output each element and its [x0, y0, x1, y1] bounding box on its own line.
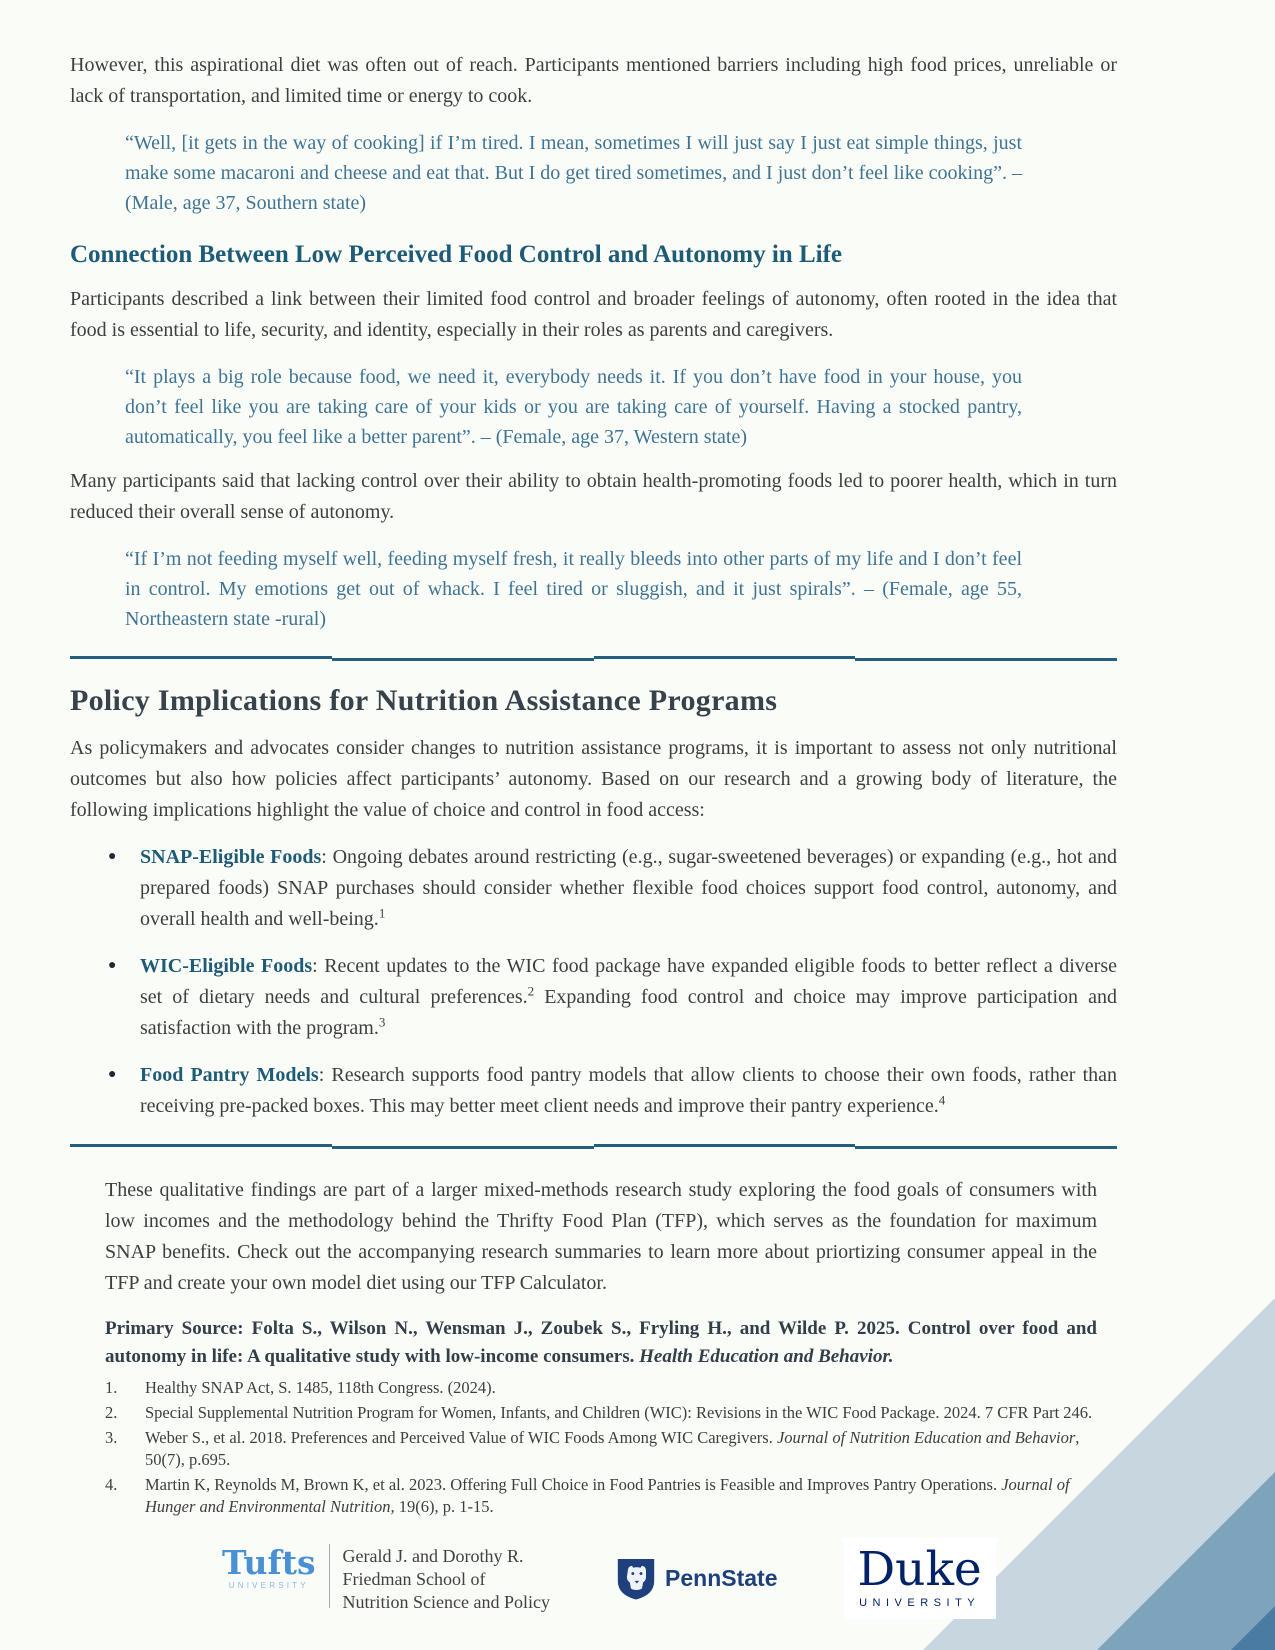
duke-wordmark: Duke — [857, 1542, 982, 1597]
section-divider-top — [70, 656, 1117, 661]
closing-note: These qualitative findings are part of a larger mixed-methods research study exploring the food goals of consumers with low incomes and the methodology behind the Thrifty Food Plan (TFP), which serves as the foundation for maximum SNAP benefits. Check out the accompanying research summaries to learn more about priortizing consumer appeal in the TFP and create your own model diet using our TFP Calculator. — [105, 1179, 1097, 1294]
duke-logo — [844, 1538, 996, 1619]
policy-bullet-list — [70, 842, 1117, 1122]
footnote-ref: 2 — [527, 983, 535, 999]
footnote-text: Special Supplemental Nutrition Program for Women, Infants, and Children (WIC): Revisions in the WIC Food Package. 2024. 7 CFR Part 246. — [145, 1403, 1093, 1422]
footnote-item — [105, 1377, 1097, 1399]
quote-block-feeding: “If I’m not feeding myself well, feeding myself fresh, it really bleeds into other parts of my life and I don’t feel in control. My emotions get out of whack. I feel tired or sluggish, and it just spirals”. – (Female, age 55, Northeastern state -rural) — [125, 548, 1022, 630]
quote-block-cooking: “Well, [it gets in the way of cooking] if I’m tired. I mean, sometimes I will just say I just eat simple things, just make some macaroni and cheese and eat that. But I do get tired sometimes, and I just don’t feel like cooking”. – (Male, age 37, Southern state) — [125, 132, 1022, 214]
section-heading-policy: Policy Implications for Nutrition Assistance Programs — [70, 684, 778, 717]
bullet-icon: ● — [108, 849, 117, 864]
footnote-number: 2. — [105, 1403, 118, 1422]
bullet-item-wic — [70, 951, 1117, 1044]
quote-block-bigrole: “It plays a big role because food, we need it, everybody needs it. If you don’t have food in your house, you don’t feel like you are taking care of your kids or you are taking care of yourself. Having a stocked pantry, automatically, you feel like a better parent”. – (Female, age 37, Western state) — [125, 366, 1022, 448]
bullet-icon: ● — [108, 958, 117, 973]
bullet-term: Food Pantry Models — [140, 1064, 319, 1086]
bullet-term: WIC-Eligible Foods — [140, 955, 313, 977]
footnote-list — [105, 1377, 1097, 1518]
section-divider-bottom — [70, 1144, 1117, 1149]
closing-block — [105, 1175, 1097, 1518]
footnote-text: Martin K, Reynolds M, Brown K, et al. 2023. Offering Full Choice in Food Pantries is Feasible and Improves Pantry Operations. Journal of Hunger and Environmental Nutrition, 19(6), p. 1-15. — [145, 1475, 1070, 1516]
footnote-text: Weber S., et al. 2018. Preferences and Perceived Value of WIC Foods Among WIC Caregivers. Journal of Nutrition Education and Behavior, 50(7), p.695. — [145, 1428, 1080, 1469]
bullet-item-snap — [70, 842, 1117, 935]
tufts-divider — [329, 1544, 330, 1608]
bullet-text: : Recent updates to the WIC food package have expanded eligible foods to better reflect a diverse set of dietary needs and cultural preferences. — [140, 955, 1117, 1008]
bullet-text: Expanding food control and choice may improve participation and satisfaction with the program. — [140, 986, 1117, 1039]
tufts-wordmark: Tufts UNIVERSITY — [222, 1542, 316, 1590]
primary-source-journal: Health Education and Behavior. — [639, 1346, 894, 1367]
primary-source — [105, 1315, 1097, 1371]
logos-row — [222, 1538, 996, 1619]
bullet-term: SNAP-Eligible Foods — [140, 846, 322, 868]
intro-paragraph: However, this aspirational diet was often out of reach. Participants mentioned barriers including high food prices, unreliable or lack of transportation, and limited time or energy to cook. — [70, 54, 1117, 107]
bullet-icon: ● — [108, 1067, 117, 1082]
tufts-school-name: Gerald J. and Dorothy R. Friedman School of Nutrition Science and Policy — [342, 1545, 551, 1612]
footnote-item — [105, 1402, 1097, 1424]
subsection-heading-connection: Connection Between Low Perceived Food Control and Autonomy in Life — [70, 241, 842, 268]
pennstate-logo — [616, 1557, 777, 1601]
footnote-ref: 3 — [378, 1014, 386, 1030]
bullet-text: : Ongoing debates around restricting (e.g., sugar-sweetened beverages) or expanding (e.g., hot and prepared foods) SNAP purchases should consider whether flexible food choices support food control, autonomy, and overall health and well-being. — [140, 846, 1118, 930]
footnote-item — [105, 1427, 1097, 1471]
footnote-number: 3. — [105, 1428, 118, 1447]
policy-intro-paragraph: As policymakers and advocates consider changes to nutrition assistance programs, it is important to assess not only nutritional outcomes but also how policies affect participants’ autonomy. Based on our research and a growing body of literature, the following implications highlight the value of choice and control in food access: — [70, 737, 1117, 821]
footnote-ref: 4 — [938, 1092, 946, 1108]
paragraph-lacking-control: Many participants said that lacking control over their ability to obtain health-promoting foods led to poorer health, which in turn reduced their overall sense of autonomy. — [70, 470, 1117, 523]
pennstate-lion-shield-icon — [616, 1557, 656, 1601]
duke-university-label: UNIVERSITY — [859, 1597, 981, 1609]
footnote-text: Healthy SNAP Act, S. 1485, 118th Congress. (2024). — [145, 1378, 496, 1397]
pennstate-wordmark: PennState — [665, 1565, 778, 1591]
primary-source-text: Primary Source: Folta S., Wilson N., Wensman J., Zoubek S., Fryling H., and Wilde P. 2025. Control over food and autonomy in life: A qualitative study with low-income consumers. — [105, 1318, 1097, 1367]
paragraph-link-autonomy: Participants described a link between their limited food control and broader feelings of autonomy, often rooted in the idea that food is essential to life, security, and identity, especially in their roles as parents and caregivers. — [70, 288, 1117, 341]
bullet-text: : Research supports food pantry models that allow clients to choose their own foods, rather than receiving pre-packed boxes. This may better meet client needs and improve their pantry experience. — [140, 1064, 1118, 1117]
tufts-university-label: UNIVERSITY — [228, 1580, 309, 1590]
footnote-item — [105, 1474, 1097, 1518]
footnote-ref: 1 — [378, 905, 386, 921]
bullet-item-pantry — [70, 1060, 1117, 1122]
footnote-number: 1. — [105, 1378, 118, 1397]
footnote-number: 4. — [105, 1475, 118, 1494]
tufts-logo — [222, 1544, 550, 1614]
